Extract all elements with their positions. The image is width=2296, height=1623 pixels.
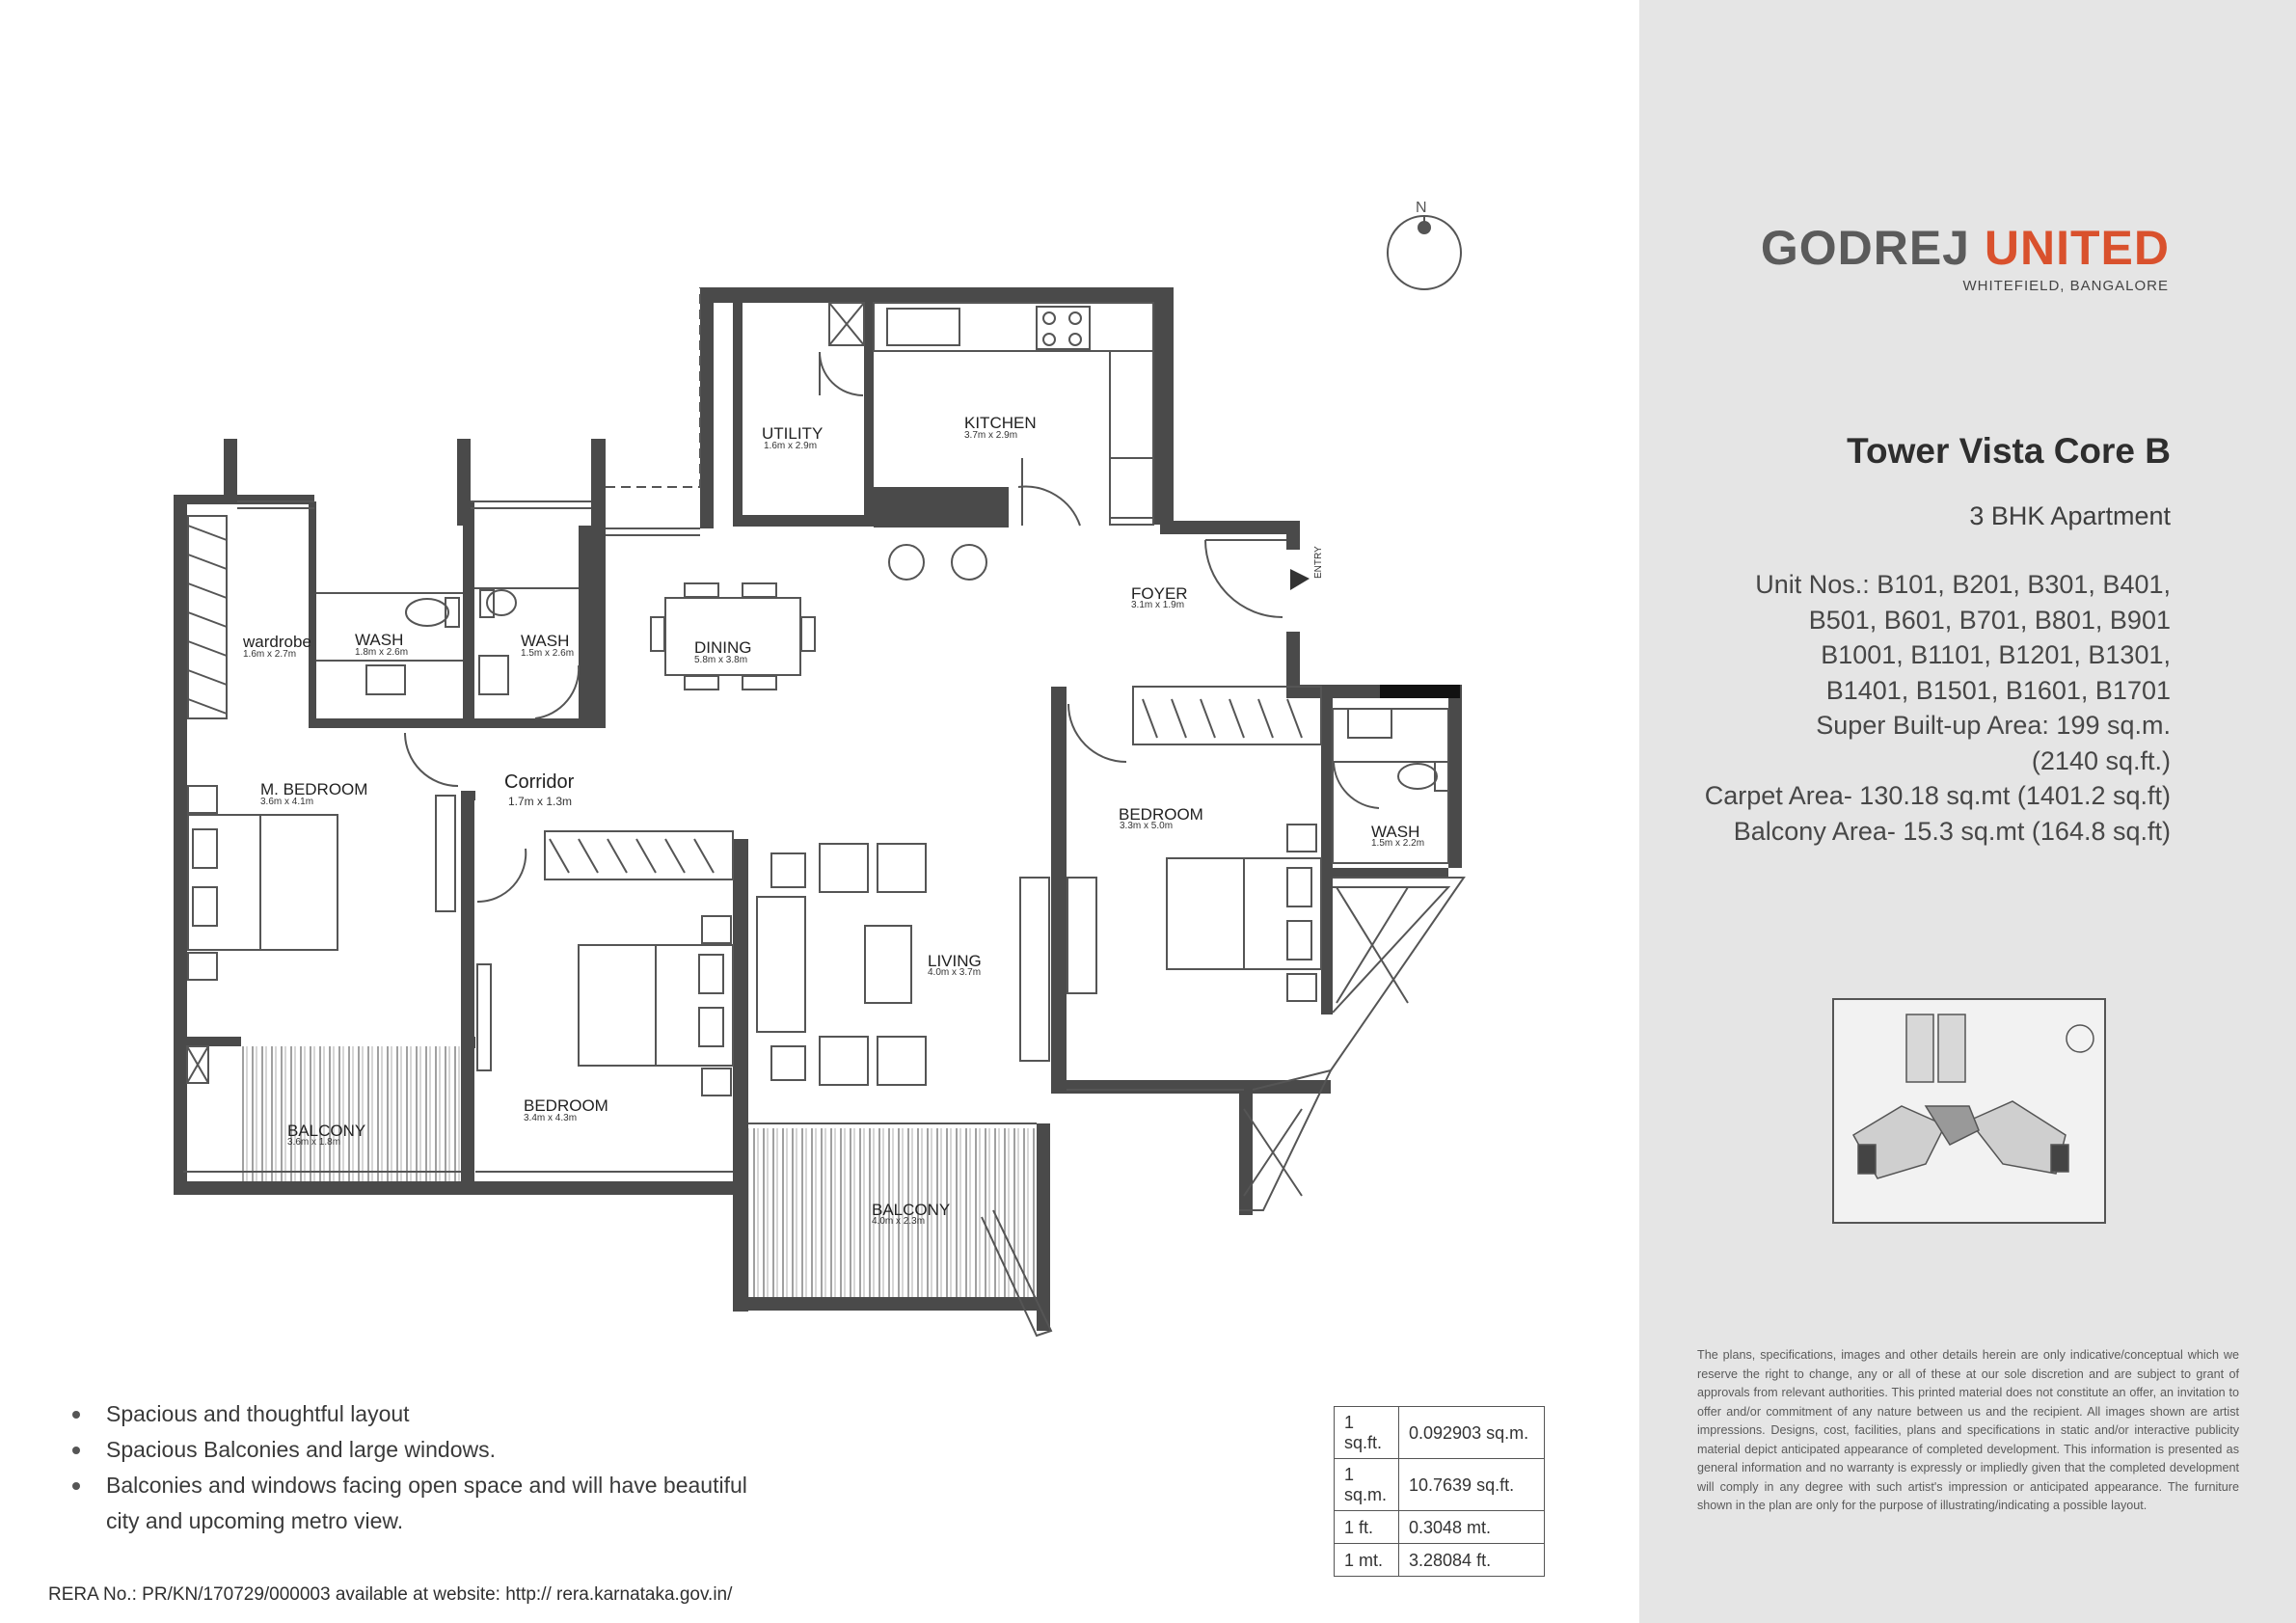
table-cell: 1 mt.	[1335, 1544, 1399, 1577]
room-balcony-mid-label: BALCONY	[872, 1201, 951, 1219]
unit-info	[1631, 567, 2171, 849]
table-row	[1335, 1544, 1545, 1577]
apartment-type: 3 BHK Apartment	[1969, 501, 2171, 530]
room-balcony-mid-dim: 4.0m x 2.3m	[872, 1216, 926, 1227]
table-cell: 0.092903 sq.m.	[1399, 1407, 1545, 1459]
room-wash3-label: WASH	[1371, 823, 1420, 841]
room-dining-dim: 5.8m x 3.8m	[694, 655, 748, 665]
key-plan-drawing	[1834, 1000, 2104, 1222]
info-line: Carpet Area- 130.18 sq.mt (1401.2 sq.ft)	[1704, 781, 2171, 810]
brand-name-part2: UNITED	[1984, 221, 2170, 275]
room-balcony-left-label: BALCONY	[287, 1122, 366, 1140]
rera-number: RERA No.: PR/KN/170729/000003 available at website: http:// rera.karnataka.gov.in/	[48, 1584, 733, 1605]
brand-location: WHITEFIELD, BANGALORE	[1962, 278, 2169, 294]
info-line: B1401, B1501, B1601, B1701	[1825, 675, 2171, 705]
room-utility-label: UTILITY	[762, 424, 824, 443]
room-foyer-dim: 3.1m x 1.9m	[1131, 600, 1185, 610]
info-line: (2140 sq.ft.)	[2031, 745, 2171, 775]
room-bedroom-mid-label: BEDROOM	[524, 1096, 608, 1115]
info-line: B501, B601, B701, B801, B901	[1808, 605, 2171, 635]
table-cell: 1 sq.ft.	[1335, 1407, 1399, 1459]
room-wash1-dim: 1.8m x 2.6m	[355, 647, 409, 658]
room-kitchen-label: KITCHEN	[964, 414, 1037, 432]
disclaimer: The plans, specifications, images and other details herein are only indicative/conceptual which we reserve the right to change, any or all of these at our sole discretion and are subject to grant of approvals from relevant authorities. This printed material does not constitute an offer, an invitation to offer and/or commitment of any nature between us and the recipient. All images shown are artist impressions. Designs, cost, facilities, plans and specifications in static and/or interactive publicity material depict anticipated appearance of completed development. This information is presented as general information and no warranty is expressly or impliedly given that the completed development will comply in any degree with such artist's impression or anticipated appearance. The furniture shown in the plan are only for the purpose of illustrating/indicating a possible layout.	[1697, 1348, 2239, 1512]
info-line: Unit Nos.: B101, B201, B301, B401,	[1755, 570, 2171, 599]
room-wash2-dim: 1.5m x 2.6m	[521, 648, 575, 659]
conversion-table	[1334, 1406, 1545, 1577]
feature-list	[72, 1396, 747, 1539]
table-cell: 0.3048 mt.	[1399, 1511, 1545, 1544]
room-living-dim: 4.0m x 3.7m	[928, 967, 982, 978]
room-balcony-left-dim: 3.6m x 1.8m	[287, 1137, 341, 1148]
entry-label: ENTRY	[1313, 546, 1324, 579]
info-line: Balcony Area- 15.3 sq.mt (164.8 sq.ft)	[1733, 816, 2171, 846]
feature-item: Balconies and windows facing open space and will have beautiful city and upcoming metro view.	[72, 1468, 747, 1539]
room-mbedroom-dim: 3.6m x 4.1m	[260, 797, 314, 807]
room-mbedroom-label: M. BEDROOM	[260, 780, 368, 798]
room-living-label: LIVING	[928, 952, 982, 970]
room-corridor-dim: 1.7m x 1.3m	[508, 795, 573, 808]
table-row	[1335, 1459, 1545, 1511]
room-utility-dim: 1.6m x 2.9m	[764, 441, 818, 451]
room-wash3-dim: 1.5m x 2.2m	[1371, 838, 1425, 849]
table-row	[1335, 1511, 1545, 1544]
room-wardrobe-label: wardrobe	[243, 633, 311, 651]
table-cell: 1 sq.m.	[1335, 1459, 1399, 1511]
key-plan-map	[1832, 998, 2106, 1224]
room-wash2-label: WASH	[521, 632, 570, 650]
balcony-left-floor	[239, 1046, 461, 1183]
room-bedroom-mid-dim: 3.4m x 4.3m	[524, 1113, 578, 1123]
brand-name-part1: GODREJ	[1760, 221, 1970, 275]
tower-title: Tower Vista Core B	[1847, 431, 2171, 471]
room-corridor-label: Corridor	[504, 771, 575, 793]
room-bedroom-right-label: BEDROOM	[1119, 805, 1203, 824]
room-wash1-label: WASH	[355, 631, 404, 649]
compass-label: N	[1416, 200, 1427, 216]
table-cell: 10.7639 sq.ft.	[1399, 1459, 1545, 1511]
table-row	[1335, 1407, 1545, 1459]
info-line: B1001, B1101, B1201, B1301,	[1821, 640, 2171, 669]
table-cell: 1 ft.	[1335, 1511, 1399, 1544]
table-cell: 3.28084 ft.	[1399, 1544, 1545, 1577]
brand-logo	[1761, 220, 2170, 276]
room-bedroom-right-dim: 3.3m x 5.0m	[1120, 821, 1174, 831]
compass-icon	[1388, 216, 1461, 289]
feature-item: Spacious and thoughtful layout	[72, 1396, 747, 1432]
entry-arrow-icon	[1290, 569, 1310, 590]
room-foyer-label: FOYER	[1131, 584, 1188, 603]
room-dining-label: DINING	[694, 638, 752, 657]
feature-item: Spacious Balconies and large windows.	[72, 1432, 747, 1468]
info-line: Super Built-up Area: 199 sq.m.	[1816, 711, 2171, 740]
room-wardrobe-dim: 1.6m x 2.7m	[243, 649, 297, 660]
room-kitchen-dim: 3.7m x 2.9m	[964, 430, 1018, 441]
